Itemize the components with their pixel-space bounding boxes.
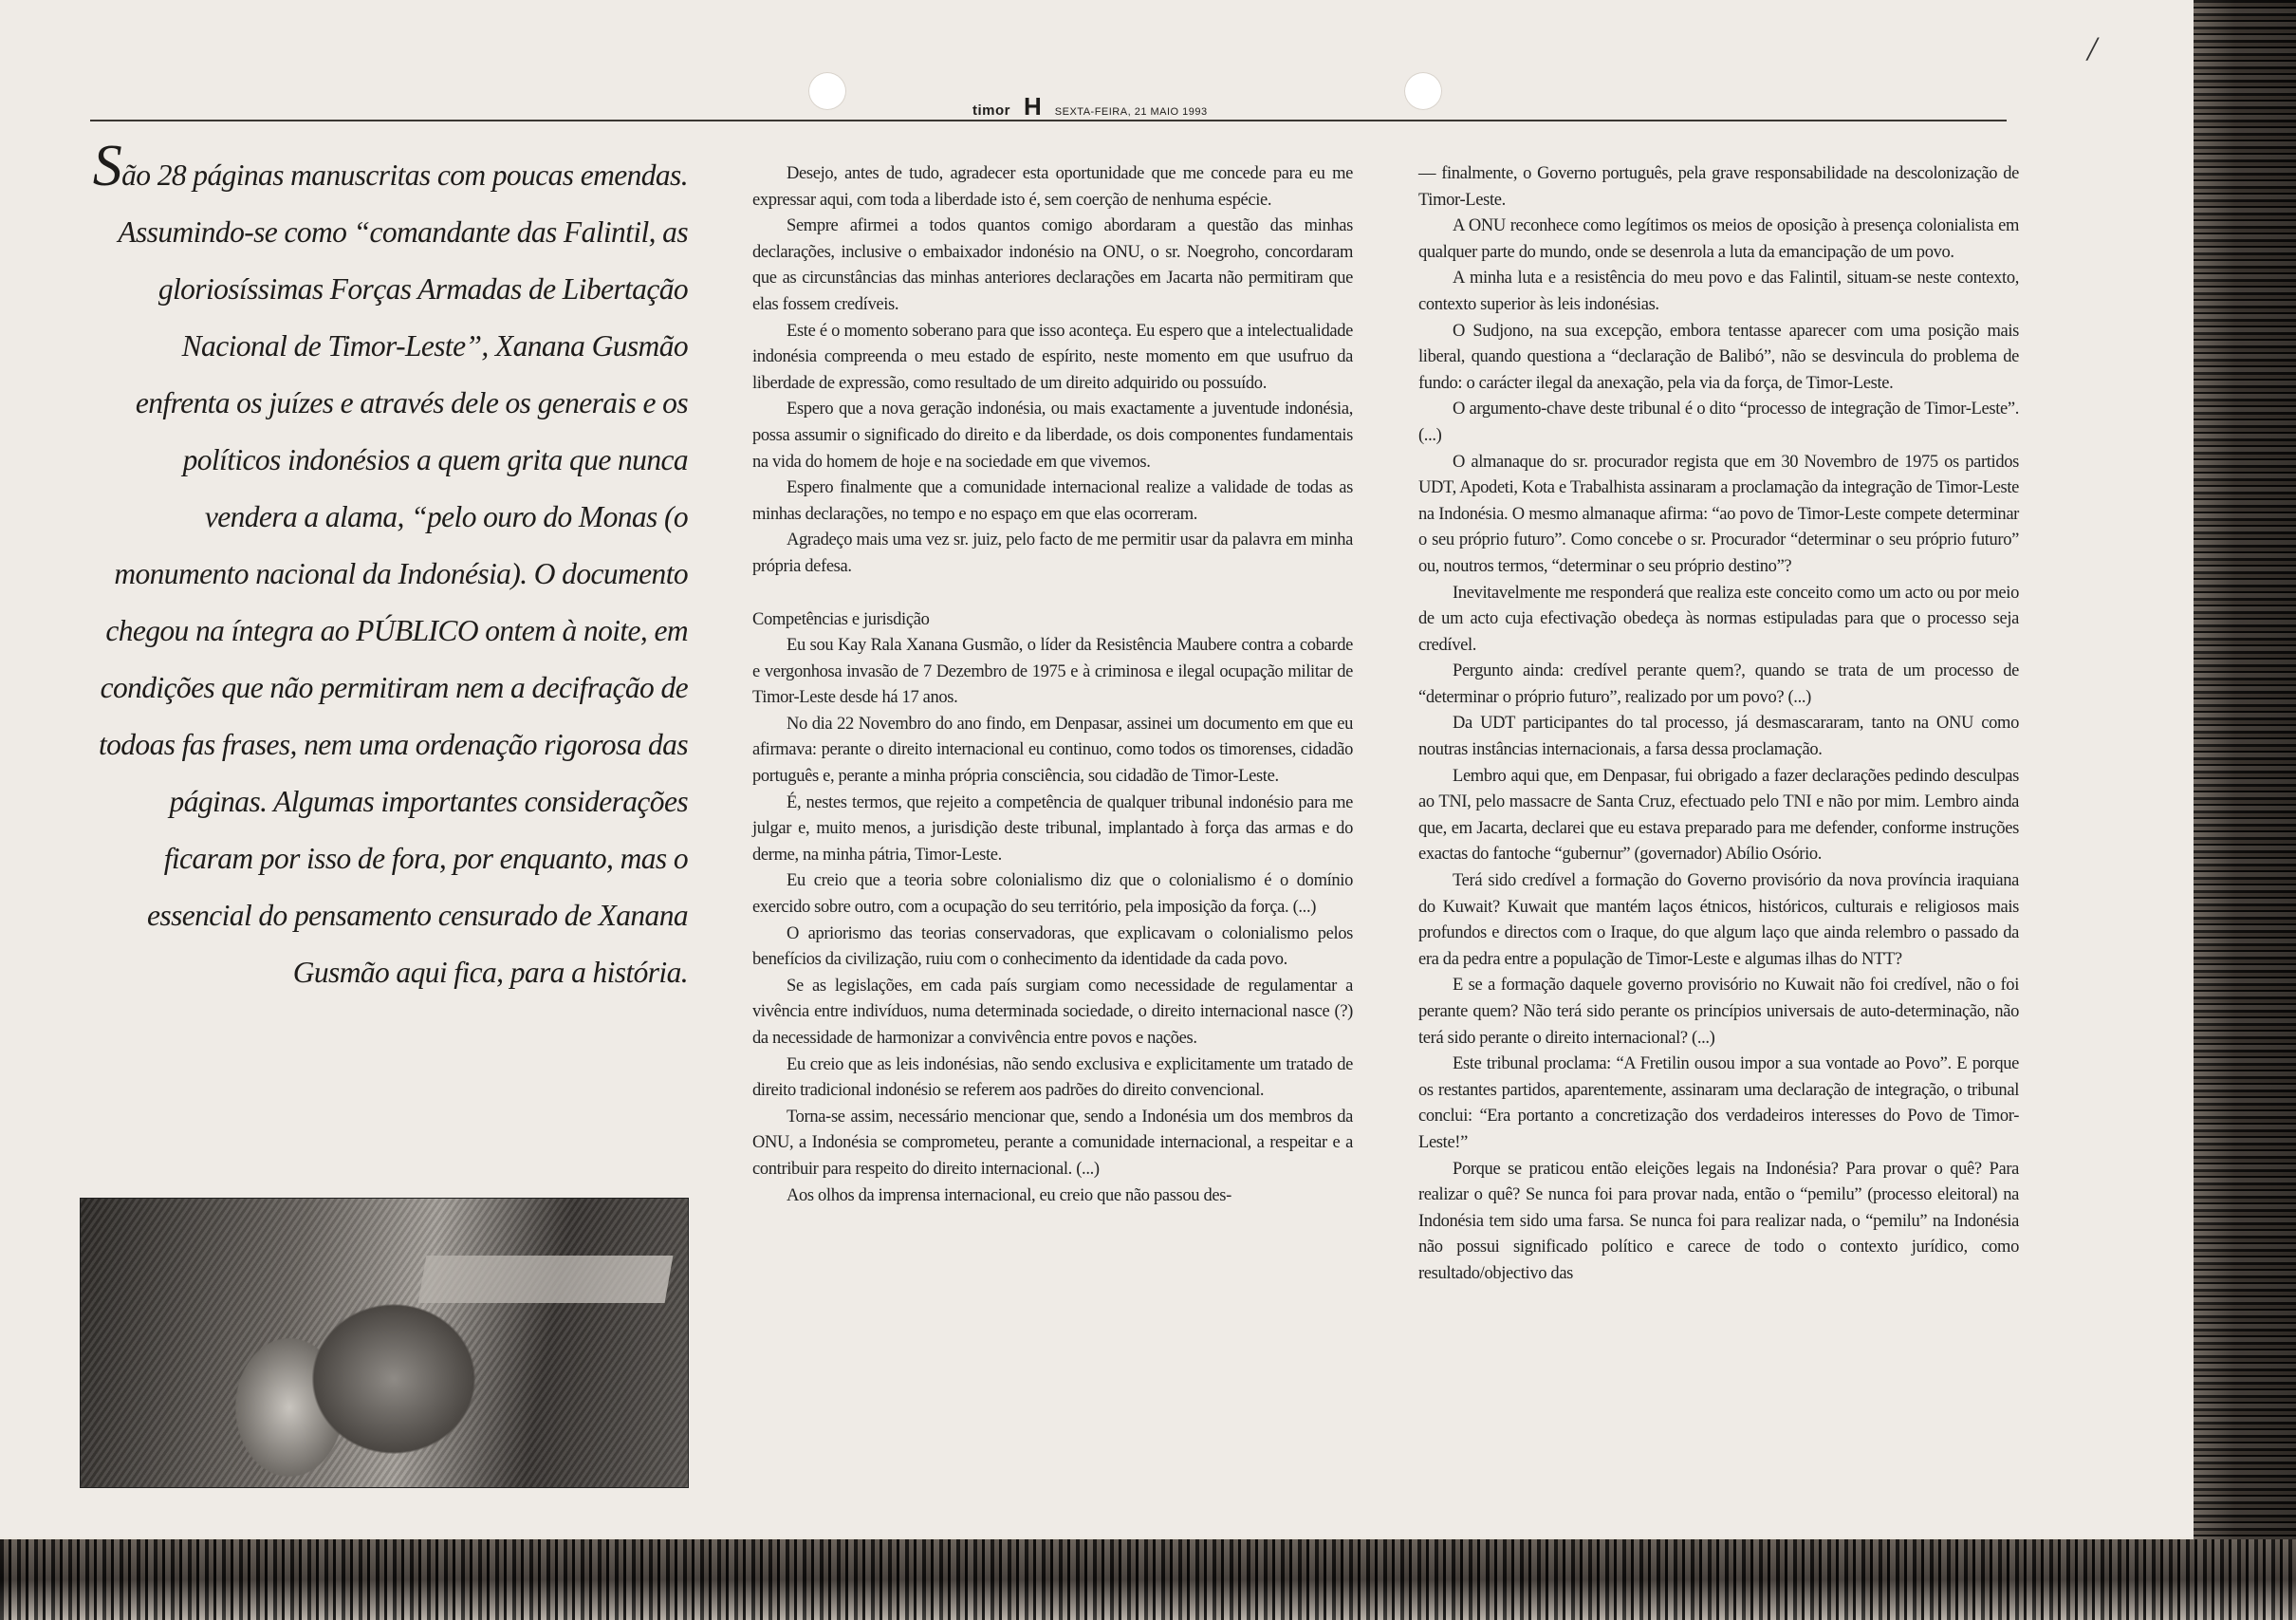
subheading: Competências e jurisdição [752,609,930,629]
page-header [90,92,2007,121]
paragraph: Porque se praticou então eleições legais na Indonésia? Para provar o quê? Para realizar o quê? Se nunca foi para provar nada, então o “pemilu” (processo eleitoral) na Indonésia tem sido uma farsa. Se nunca foi para realizar nada, o “pemilu” na Indonésia não possui significado político e carece de todo o contexto jurídico, como resultado/objectivo das [1418,1159,2019,1283]
paragraph: É, nestes termos, que rejeito a competência de qualquer tribunal indonésio para me julgar e, muito menos, a jurisdição deste tribunal, implantado à força das armas e do derme, na minha pátria, Timor-Leste. [752,792,1353,865]
article-column-1 [752,161,1353,1209]
paragraph: Sempre afirmei a todos quantos comigo abordaram a questão das minhas declarações, inclusive o embaixador indonésio na ONU, o sr. Noegroho, concordaram que as circunstâncias das minhas anteriores declarações em Jacarta não permitiram que elas fossem credíveis. [752,216,1353,314]
paragraph: Este tribunal proclama: “A Fretilin ousou impor a sua vontade ao Povo”. E porque os restantes partidos, aparentemente, assinaram uma declaração de integração, o tribunal conclui: “Era portanto a concretização dos verdadeiros interesses do Povo de Timor-Leste!” [1418,1054,2019,1152]
paragraph: O argumento-chave deste tribunal é o dito “processo de integração de Timor-Leste”. (...) [1418,400,2019,445]
paragraph: Inevitavelmente me responderá que realiza este conceito como um acto ou por meio de um acto cuja efectivação obedeça às normas estipuladas para que o processo seja credível. [1418,583,2019,655]
article-column-2 [1418,161,2019,1288]
paragraph: Aos olhos da imprensa internacional, eu creio que não passou des- [787,1185,1231,1205]
paragraph: O Sudjono, na sua excepção, embora tentasse aparecer com uma posição mais liberal, quando questiona a “declaração de Balibó”, não se desvincula do problema de fundo: o carácter ilegal da anexação, pela via da força, de Timor-Leste. [1418,321,2019,393]
newspaper-logo: H [1024,92,1042,121]
paragraph: A ONU reconhece como legítimos os meios de oposição à presença colonialista em qualquer parte do mundo, onde se desenrola a luta da emancipação de um povo. [1418,216,2019,262]
scan-edge-right [2194,0,2296,1620]
paragraph: Eu creio que as leis indonésias, não sendo exclusiva e explicitamente um tratado de direito tradicional indonésio se referem aos padrões do direito convencional. [752,1054,1353,1101]
paragraph: Pergunto ainda: credível perante quem?, quando se trata de um processo de “determinar o próprio futuro”, realizado por um povo? (...) [1418,661,2019,707]
drop-cap: S [92,134,122,198]
paragraph: Agradeço mais uma vez sr. juiz, pelo facto de me permitir usar da palavra em minha própria defesa. [752,531,1353,576]
lead-paragraph [90,134,688,1001]
paragraph: Desejo, antes de tudo, agradecer esta oportunidade que me concede para eu me expressar aqui, com toda a liberdade isto é, sem coerção de nenhuma espécie. [752,164,1353,210]
paragraph: Eu sou Kay Rala Xanana Gusmão, o líder da Resistência Maubere contra a cobarde e vergonhosa invasão de 7 Dezembro de 1975 e à criminosa e ilegal ocupação militar de Timor-Leste desde há 17 anos. [752,636,1353,708]
header-inner [972,92,1208,121]
paragraph: No dia 22 Novembro do ano findo, em Denpasar, assinei um documento em que eu afirmava: perante o direito internacional eu continuo, como todos os timorenses, cidadão português e, perante a minha própria consciência, sou cidadão de Timor-Leste. [752,714,1353,787]
paragraph: Eu creio que a teoria sobre colonialismo diz que o colonialismo é o domínio exercido sobre outro, com a ocupação do seu território, pela imposição da força. (...) [752,871,1353,918]
header-section: timor [972,102,1010,119]
paragraph: O apriorismo das teorias conservadoras, que explicavam o colonialismo pelos benefícios da civilização, ruiu com o conhecimento da identidade da cada povo. [752,923,1353,970]
paragraph: E se a formação daquele governo provisório no Kuwait não foi credível, não o foi perante quem? Não terá sido perante os princípios universais de auto-determinação, não terá sido perante o direito internacional? (...) [1418,976,2019,1048]
paragraph: Da UDT participantes do tal processo, já desmascararam, tanto na ONU como noutras instâncias internacionais, a farsa dessa proclamação. [1418,714,2019,760]
paragraph: — finalmente, o Governo português, pela grave responsabilidade na descolonização de Timor-Leste. [1418,164,2019,210]
paragraph: Espero finalmente que a comunidade internacional realize a validade de todas as minhas declarações, no tempo e no espaço em que elas ocorreram. [752,478,1353,524]
paragraph: Lembro aqui que, em Denpasar, fui obrigado a fazer declarações pedindo desculpas ao TNI, pelo massacre de Santa Cruz, efectuado pelo TNI e não por mim. Lembro ainda que, em Jacarta, declarei que eu estava preparado para me defender, conforme instruções exactas do fantoche “gubernur” (governador) Abílio Osório. [1418,766,2019,865]
paragraph: Se as legislações, em cada país surgiam como necessidade de regulamentar a vivência entre indivíduos, numa determinada sociedade, o direito internacional nasce (?) da necessidade de harmonizar a convivência entre povos e nações. [752,976,1353,1048]
paragraph: Espero que a nova geração indonésia, ou mais exactamente a juventude indonésia, possa assumir o significado do direito e da liberdade, os dois componentes fundamentais na vida do homem de hoje e na sociedade em que vivemos. [752,400,1353,472]
paragraph: A minha luta e a resistência do meu povo e das Falintil, situam-se neste contexto, contexto superior às leis indonésias. [1418,269,2019,314]
lead-text: ão 28 páginas manuscritas com poucas emendas. Assumindo-se como “comandante das Falintil, as gloriosíssimas Forças Armadas de Libertação Nacional de Timor-Leste”, Xanana Gusmão enfrenta os juízes e através dele os generais e os políticos indonésios a quem grita que nunca vendera a alama, “pelo ouro do Monas (o monumento nacional da Indonésia). O documento chegou na íntegra ao PÚBLICO ontem à noite, em condições que não permitiram nem a decifração de todoas fas frases, nem uma ordenação rigorosa das páginas. Algumas importantes considerações ficaram por isso de fora, por enquanto, mas o essencial do pensamento censurado de Xanana Gusmão aqui fica, para a história. [98,158,688,989]
paragraph: O almanaque do sr. procurador regista que em 30 Novembro de 1975 os partidos UDT, Apodeti, Kota e Trabalhista assinaram a proclamação da integração de Timor-Leste na Indonésia. O mesmo almanaque afirma: “ao povo de Timor-Leste compete determinar o seu próprio futuro”. Como concebe o sr. Procurador “determinar o seu próprio futuro” ou, noutros termos, “determinar o seu próprio destino”? [1418,452,2019,576]
paragraph: Este é o momento soberano para que isso aconteça. Eu espero que a intelectualidade indonésia compreenda o meu estado de espírito, neste momento em que usufruo da liberdade de expressão, como resultado de um direito adquirido ou possuído. [752,321,1353,393]
scan-edge-bottom [0,1539,2296,1620]
paragraph: Torna-se assim, necessário mencionar que, sendo a Indonésia um dos membros da ONU, a Indonésia se comprometeu, perante a comunidade internacional, a respeitar e a contribuir para respeito do direito internacional. (...) [752,1107,1353,1179]
paragraph: Terá sido credível a formação do Governo provisório da nova província iraquiana do Kuwait? Kuwait que mantém laços étnicos, históricos, culturais e religiosos mais profundos e directos com o Iraque, do que algum laço que ainda relembro o passado da era da pedra entre a população de Timor-Leste e algumas ilhas do NTT? [1418,871,2019,969]
header-date: SEXTA-FEIRA, 21 MAIO 1993 [1054,106,1208,118]
page-corner-mark: / [2087,29,2098,67]
article-photo [80,1198,689,1488]
